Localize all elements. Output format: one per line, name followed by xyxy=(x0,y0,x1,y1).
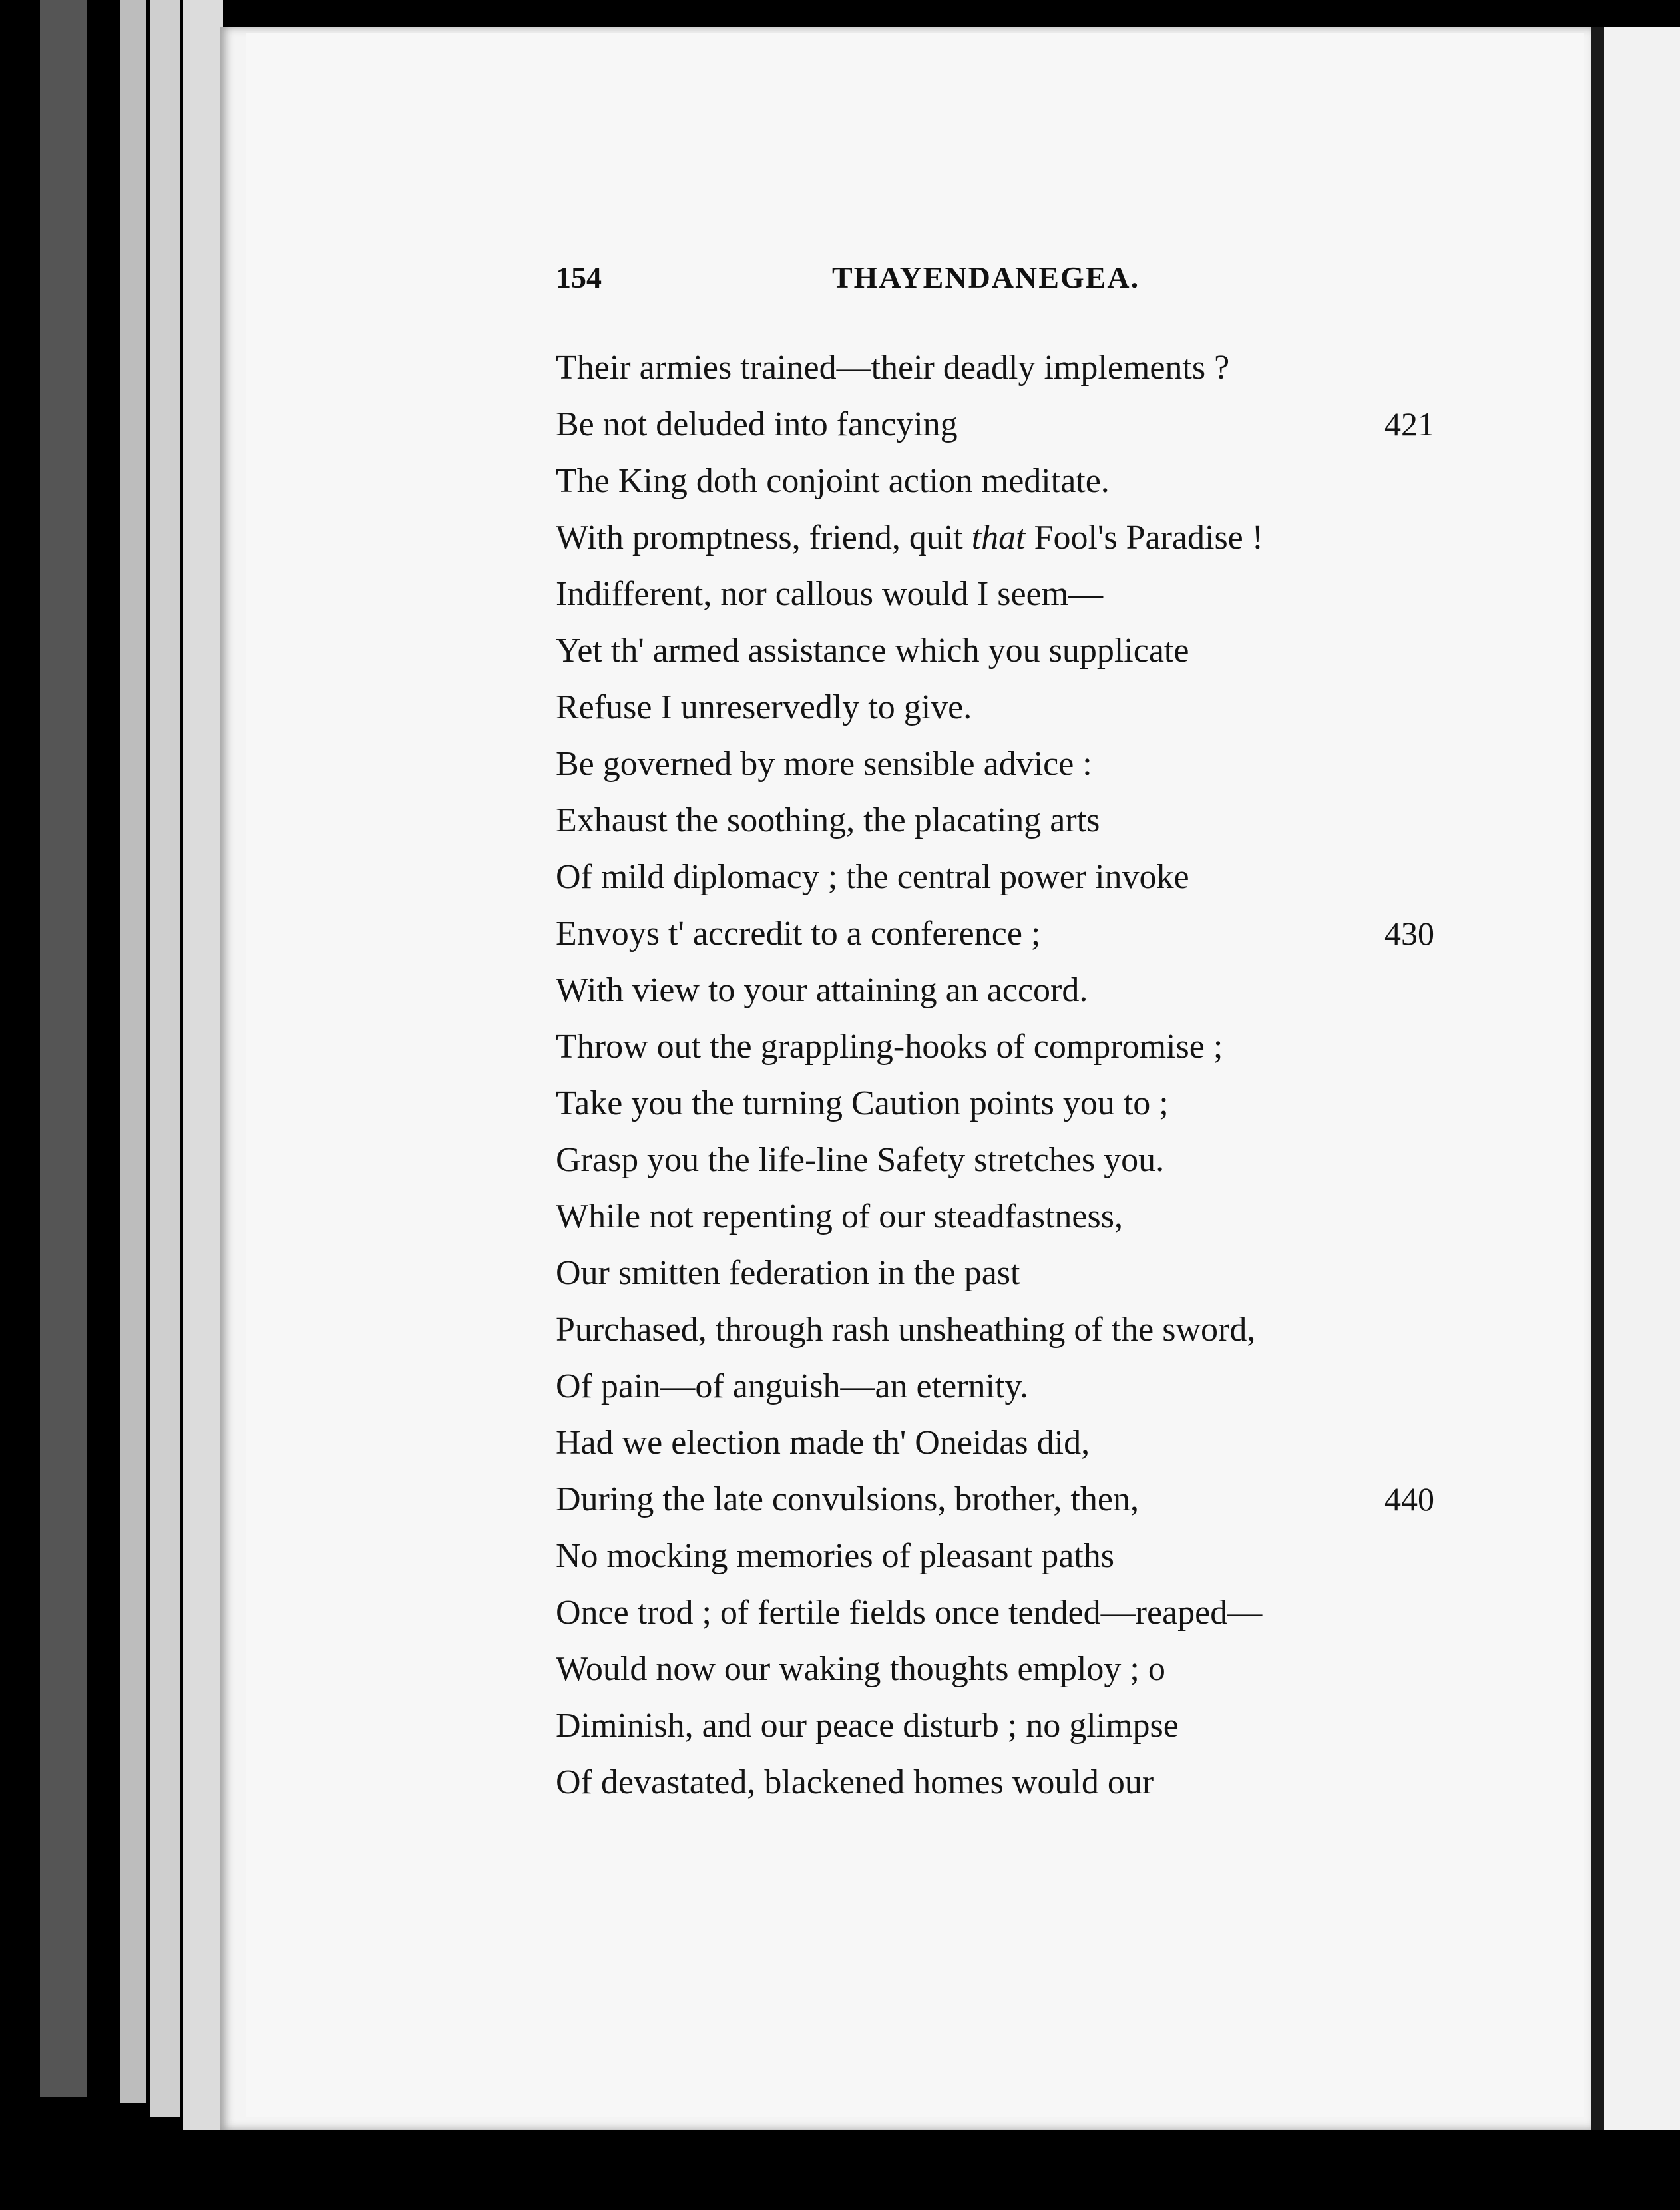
poem-line xyxy=(556,1188,1448,1245)
poem-line xyxy=(556,1245,1448,1301)
page-header xyxy=(556,260,1448,300)
page-gutter xyxy=(1591,27,1604,2130)
line-text: Be governed by more sensible advice : xyxy=(556,745,1092,783)
poem-line xyxy=(556,1697,1448,1754)
line-number: 430 xyxy=(1384,915,1434,952)
poem-line xyxy=(556,566,1448,622)
line-text: Of devastated, blackened homes would our xyxy=(556,1763,1154,1801)
poem-line xyxy=(556,792,1448,849)
poem-line xyxy=(556,1301,1448,1358)
poem-line xyxy=(556,509,1448,566)
poem-line xyxy=(556,1584,1448,1641)
line-text: Be not deluded into fancying xyxy=(556,405,958,443)
book-edge-dark xyxy=(40,0,87,2097)
poem-line xyxy=(556,1132,1448,1188)
line-text: With view to your attaining an accord. xyxy=(556,971,1088,1009)
facing-page-edge xyxy=(1604,27,1680,2130)
line-text: Of pain—of anguish—an eternity. xyxy=(556,1367,1028,1405)
line-text: Grasp you the life-line Safety stretches you. xyxy=(556,1141,1165,1179)
poem-line xyxy=(556,453,1448,509)
running-title: THAYENDANEGEA. xyxy=(832,260,1140,294)
line-text: Of mild diplomacy ; the central power invoke xyxy=(556,858,1189,896)
poem-line xyxy=(556,1471,1448,1528)
poem-line xyxy=(556,396,1448,453)
line-text: Diminish, and our peace disturb ; no glimpse xyxy=(556,1707,1179,1745)
poem-line xyxy=(556,1018,1448,1075)
poem-line xyxy=(556,679,1448,736)
poem-line xyxy=(556,1358,1448,1415)
poem-line xyxy=(556,339,1448,396)
poem-line xyxy=(556,1754,1448,1811)
poem-line xyxy=(556,1641,1448,1697)
poem-line xyxy=(556,1075,1448,1132)
page-number: 154 xyxy=(556,260,602,294)
poem-line xyxy=(556,736,1448,792)
line-text: With promptness, friend, quit that Fool's Paradise ! xyxy=(556,519,1264,556)
line-text: The King doth conjoint action meditate. xyxy=(556,462,1110,500)
line-text: Exhaust the soothing, the placating arts xyxy=(556,801,1100,839)
line-text: Would now our waking thoughts employ ; o xyxy=(556,1650,1165,1688)
line-text: Had we election made th' Oneidas did, xyxy=(556,1424,1090,1462)
poem-line xyxy=(556,1415,1448,1471)
poem-line xyxy=(556,1528,1448,1584)
line-text: Their armies trained—their deadly implements ? xyxy=(556,349,1230,387)
line-text: No mocking memories of pleasant paths xyxy=(556,1537,1115,1575)
book-edge-layer xyxy=(120,0,146,2103)
poem-text xyxy=(556,339,1448,1811)
line-number: 421 xyxy=(1384,405,1434,443)
line-text: While not repenting of our steadfastness, xyxy=(556,1198,1123,1235)
line-text: Throw out the grappling-hooks of compromise ; xyxy=(556,1028,1223,1066)
line-text: Yet th' armed assistance which you supplicate xyxy=(556,632,1189,670)
line-text: Take you the turning Caution points you to ; xyxy=(556,1084,1169,1122)
line-text: Our smitten federation in the past xyxy=(556,1254,1020,1292)
poem-line xyxy=(556,905,1448,962)
poem-line xyxy=(556,622,1448,679)
poem-line xyxy=(556,849,1448,905)
line-text: Refuse I unreservedly to give. xyxy=(556,688,972,726)
line-text: Envoys t' accredit to a conference ; xyxy=(556,915,1041,953)
book-edge-layer xyxy=(150,0,180,2117)
line-text: Once trod ; of fertile fields once tended—reaped— xyxy=(556,1594,1263,1632)
poem-line xyxy=(556,962,1448,1018)
line-text: Purchased, through rash unsheathing of the sword, xyxy=(556,1311,1256,1349)
book-edge-layer xyxy=(183,0,223,2130)
line-text: Indifferent, nor callous would I seem— xyxy=(556,575,1104,613)
line-number: 440 xyxy=(1384,1480,1434,1518)
line-text: During the late convulsions, brother, then, xyxy=(556,1480,1139,1518)
